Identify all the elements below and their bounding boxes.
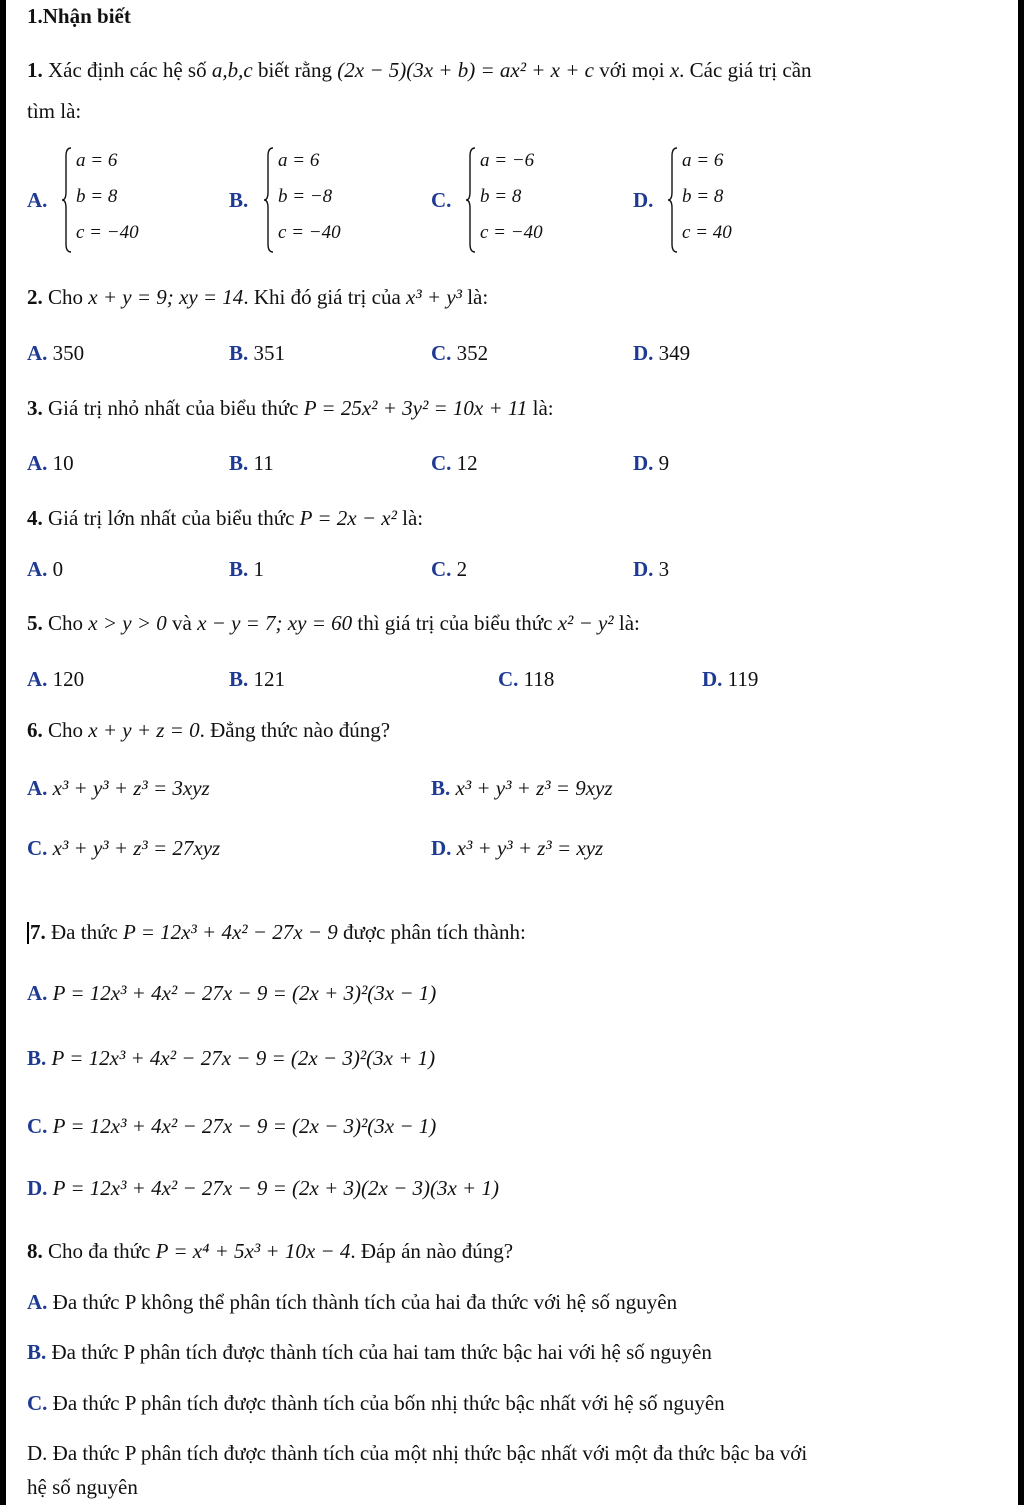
- math-expression: P = x⁴ + 5x³ + 10x − 4: [155, 1239, 351, 1263]
- option-a: A. 350: [27, 341, 85, 365]
- math-expression: P = 12x³ + 4x² − 27x − 9: [123, 920, 338, 944]
- math-expression: (2x − 5)(3x + b) = ax² + x + c: [337, 58, 594, 82]
- option-d-line2: hệ số nguyên: [27, 1475, 138, 1499]
- right-border: [1018, 0, 1024, 1505]
- question-4: [27, 506, 423, 531]
- document-page: [27, 0, 1002, 1505]
- option-c: C. 118: [498, 667, 555, 691]
- question-text: là:: [527, 396, 554, 420]
- option-b: B. 11: [229, 451, 274, 475]
- option-d: D. 119: [702, 667, 759, 691]
- question-number: 3.: [27, 396, 43, 420]
- question-text: Đa thức: [45, 920, 124, 944]
- question-text: là:: [396, 506, 424, 530]
- system-row: c = 40: [682, 222, 732, 243]
- left-border: [0, 0, 6, 1505]
- option-d: D. P = 12x³ + 4x² − 27x − 9 = (2x + 3)(2x − 3)(3x + 1): [27, 1176, 499, 1200]
- option-b: B. 351: [229, 341, 286, 365]
- brace-icon: [62, 146, 72, 254]
- math-expression: x³ + y³: [406, 285, 462, 309]
- math-var: x: [669, 58, 680, 82]
- option-c: C. 12: [431, 451, 478, 475]
- question-number: 7.: [30, 920, 46, 944]
- question-8: [27, 1239, 513, 1264]
- question-text: . Các giá trị cần: [679, 58, 812, 82]
- option-b-system: [264, 146, 414, 254]
- math-expression: x + y = 9; xy = 14: [88, 285, 244, 309]
- question-text: biết rằng: [252, 58, 338, 82]
- text-cursor: [27, 922, 29, 944]
- question-text: và: [166, 611, 198, 635]
- option-a: A. x³ + y³ + z³ = 3xyz: [27, 776, 210, 800]
- question-7: [30, 920, 526, 945]
- system-row: b = 8: [76, 186, 118, 207]
- option-c: C. P = 12x³ + 4x² − 27x − 9 = (2x − 3)²(3x − 1): [27, 1114, 437, 1138]
- question-text: . Đáp án nào đúng?: [350, 1239, 514, 1263]
- question-number: 6.: [27, 718, 43, 742]
- question-text: Giá trị nhỏ nhất của biểu thức: [42, 396, 304, 420]
- brace-icon: [668, 146, 678, 254]
- option-label: A.: [27, 188, 48, 212]
- question-3: [27, 396, 554, 421]
- question-text: Giá trị lớn nhất của biểu thức: [42, 506, 300, 530]
- option-a: A. P = 12x³ + 4x² − 27x − 9 = (2x + 3)²(3x − 1): [27, 981, 437, 1005]
- option-d: D. 349: [633, 341, 691, 365]
- option-c-system: [466, 146, 616, 254]
- system-row: a = −6: [480, 150, 535, 171]
- option-d-system: [668, 146, 818, 254]
- math-expression: P = 2x − x²: [299, 506, 397, 530]
- option-c: C. 2: [431, 557, 468, 581]
- question-5: [27, 611, 640, 636]
- question-number: 2.: [27, 285, 43, 309]
- option-c: C. 352: [431, 341, 489, 365]
- question-text: thì giá trị của biểu thức: [352, 611, 558, 635]
- math-expression: x > y > 0: [88, 611, 167, 635]
- option-a: A. 0: [27, 557, 64, 581]
- system-row: c = −40: [480, 222, 543, 243]
- option-label: D.: [633, 188, 654, 212]
- math-expression: x − y = 7; xy = 60: [197, 611, 353, 635]
- question-text: . Khi đó giá trị của: [243, 285, 407, 309]
- option-c: C. x³ + y³ + z³ = 27xyz: [27, 836, 221, 860]
- option-b: B. 121: [229, 667, 286, 691]
- question-number: 1.: [27, 58, 43, 82]
- system-row: c = −40: [76, 222, 139, 243]
- question-text: Cho: [42, 285, 89, 309]
- option-d: D. 9: [633, 451, 670, 475]
- question-text: Cho đa thức: [42, 1239, 156, 1263]
- system-row: b = 8: [682, 186, 724, 207]
- system-row: a = 6: [682, 150, 724, 171]
- option-d: D. x³ + y³ + z³ = xyz: [431, 836, 604, 860]
- question-text: Xác định các hệ số: [42, 58, 212, 82]
- question-6: [27, 718, 390, 743]
- option-a: A. 120: [27, 667, 85, 691]
- option-b: B. x³ + y³ + z³ = 9xyz: [431, 776, 613, 800]
- option-d: D. 3: [633, 557, 670, 581]
- math-vars: a,b,c: [211, 58, 253, 82]
- question-text: Cho: [42, 718, 89, 742]
- option-label: B.: [229, 188, 249, 212]
- question-text: . Đẳng thức nào đúng?: [199, 718, 391, 742]
- brace-icon: [466, 146, 476, 254]
- option-d: D. Đa thức P phân tích được thành tích của một nhị thức bậc nhất với một đa thức bậc ba với: [27, 1441, 808, 1465]
- question-text: Cho: [42, 611, 89, 635]
- question-number: 8.: [27, 1239, 43, 1263]
- system-row: a = 6: [76, 150, 118, 171]
- option-b: B. P = 12x³ + 4x² − 27x − 9 = (2x − 3)²(3x + 1): [27, 1046, 436, 1070]
- math-expression: x² − y²: [557, 611, 614, 635]
- option-a-system: [62, 146, 212, 254]
- question-1: [27, 58, 812, 83]
- system-row: a = 6: [278, 150, 320, 171]
- option-a: A. 10: [27, 451, 74, 475]
- math-expression: P = 25x² + 3y² = 10x + 11: [303, 396, 528, 420]
- question-2: [27, 285, 488, 310]
- math-expression: x + y + z = 0: [88, 718, 200, 742]
- question-1-line2: tìm là:: [27, 99, 82, 123]
- brace-icon: [264, 146, 274, 254]
- question-number: 5.: [27, 611, 43, 635]
- question-text: với mọi: [593, 58, 670, 82]
- question-text: được phân tích thành:: [337, 920, 526, 944]
- option-c: C. Đa thức P phân tích được thành tích của bốn nhị thức bậc nhất với hệ số nguyên: [27, 1391, 725, 1415]
- system-row: b = −8: [278, 186, 333, 207]
- option-b: B. Đa thức P phân tích được thành tích của hai tam thức bậc hai với hệ số nguyên: [27, 1340, 712, 1364]
- question-number: 4.: [27, 506, 43, 530]
- option-b: B. 1: [229, 557, 265, 581]
- system-row: c = −40: [278, 222, 341, 243]
- section-heading: 1.Nhận biết: [27, 4, 131, 28]
- option-a: A. Đa thức P không thể phân tích thành tích của hai đa thức với hệ số nguyên: [27, 1290, 678, 1314]
- system-row: b = 8: [480, 186, 522, 207]
- question-text: là:: [461, 285, 489, 309]
- question-text: là:: [613, 611, 640, 635]
- option-label: C.: [431, 188, 452, 212]
